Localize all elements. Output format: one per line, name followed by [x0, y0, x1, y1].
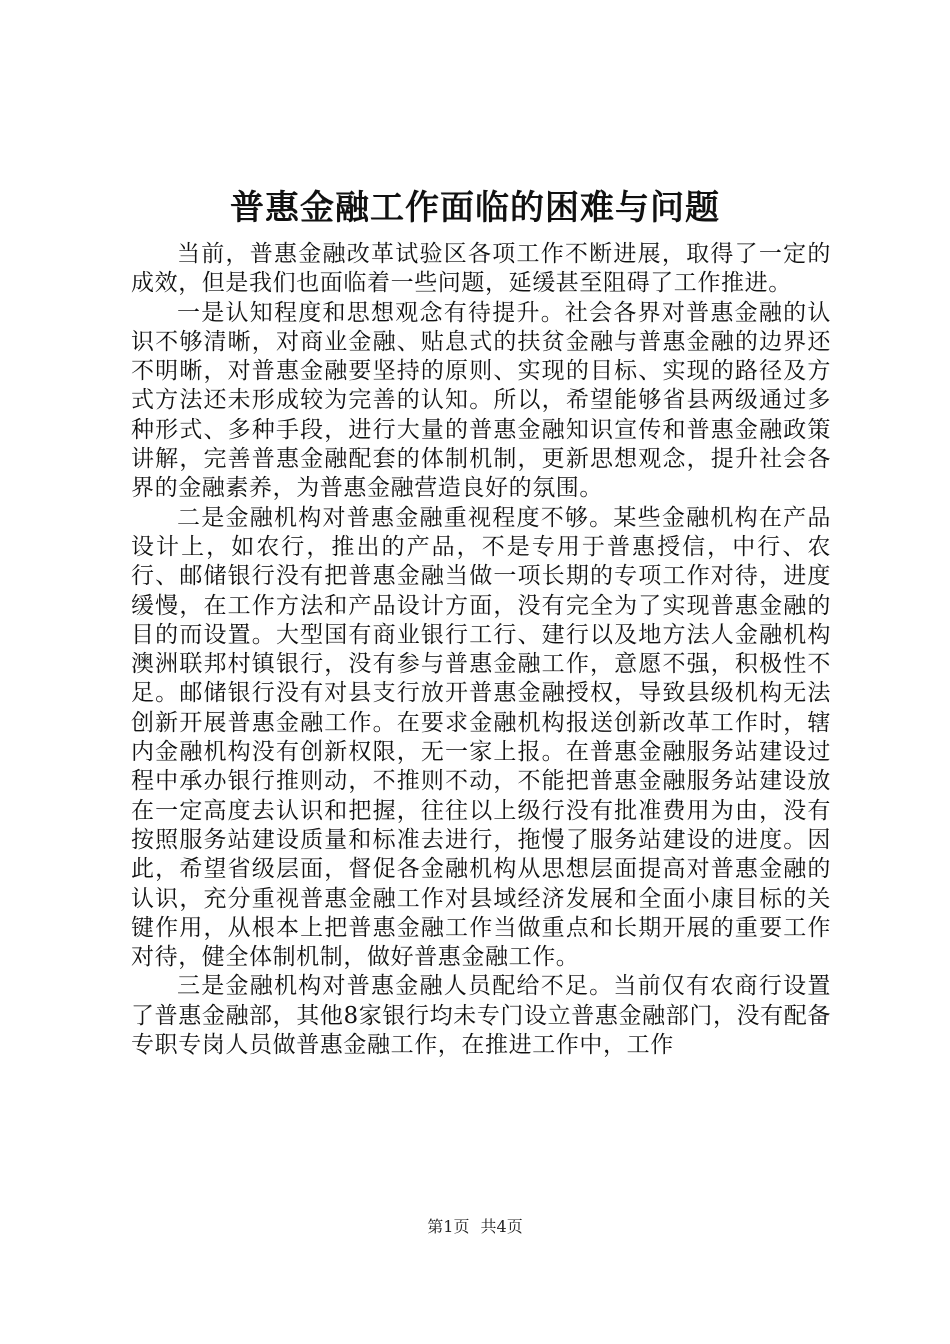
- page-number: 第1页: [427, 1217, 470, 1236]
- paragraph-point-three: 三是金融机构对普惠金融人员配给不足。当前仅有农商行设置了普惠金融部，其他8家银行均未专门设立普惠金融部门，没有配备专职专岗人员做普惠金融工作，在推进工作中，工作: [131, 973, 831, 1059]
- paragraph-point-one: 一是认知程度和思想观念有待提升。社会各界对普惠金融的认识不够清晰，对商业金融、贴息式的扶贫金融与普惠金融的边界还不明晰，对普惠金融要坚持的原则、实现的目标、实现的路径及方式方法还未形成较为完善的认知。所以，希望能够省县两级通过多种形式、多种手段，进行大量的普惠金融知识宣传和普惠金融政策讲解，完善普惠金融配套的体制机制，更新思想观念，提升社会各界的金融素养，为普惠金融营造良好的氛围。: [131, 299, 831, 502]
- document-body: [131, 240, 831, 1060]
- page-total: 共4页: [480, 1217, 523, 1236]
- paragraph-point-two: 二是金融机构对普惠金融重视程度不够。某些金融机构在产品设计上，如农行，推出的产品，不是专用于普惠授信，中行、农行、邮储银行没有把普惠金融当做一项长期的专项工作对待，进度缓慢，在工作方法和产品设计方面，没有完全为了实现普惠金融的目的而设置。大型国有商业银行工行、建行以及地方法人金融机构澳洲联邦村镇银行，没有参与普惠金融工作，意愿不强，积极性不足。邮储银行没有对县支行放开普惠金融授权，导致县级机构无法创新开展普惠金融工作。在要求金融机构报送创新改革工作时，辖内金融机构没有创新权限，无一家上报。在普惠金融服务站建设过程中承办银行推则动，不推则不动，不能把普惠金融服务站建设放在一定高度去认识和把握，往往以上级行没有批准费用为由，没有按照服务站建设质量和标准去进行，拖慢了服务站建设的进度。因此，希望省级层面，督促各金融机构从思想层面提高对普惠金融的认识，充分重视普惠金融工作对县域经济发展和全面小康目标的关键作用，从根本上把普惠金融工作当做重点和长期开展的重要工作对待，健全体制机制，做好普惠金融工作。: [131, 504, 831, 971]
- paragraph-intro: 当前，普惠金融改革试验区各项工作不断进展，取得了一定的成效，但是我们也面临着一些问题，延缓甚至阻碍了工作推进。: [131, 241, 831, 297]
- page-footer: [0, 1216, 950, 1238]
- document-title: 普惠金融工作面临的困难与问题: [230, 188, 720, 228]
